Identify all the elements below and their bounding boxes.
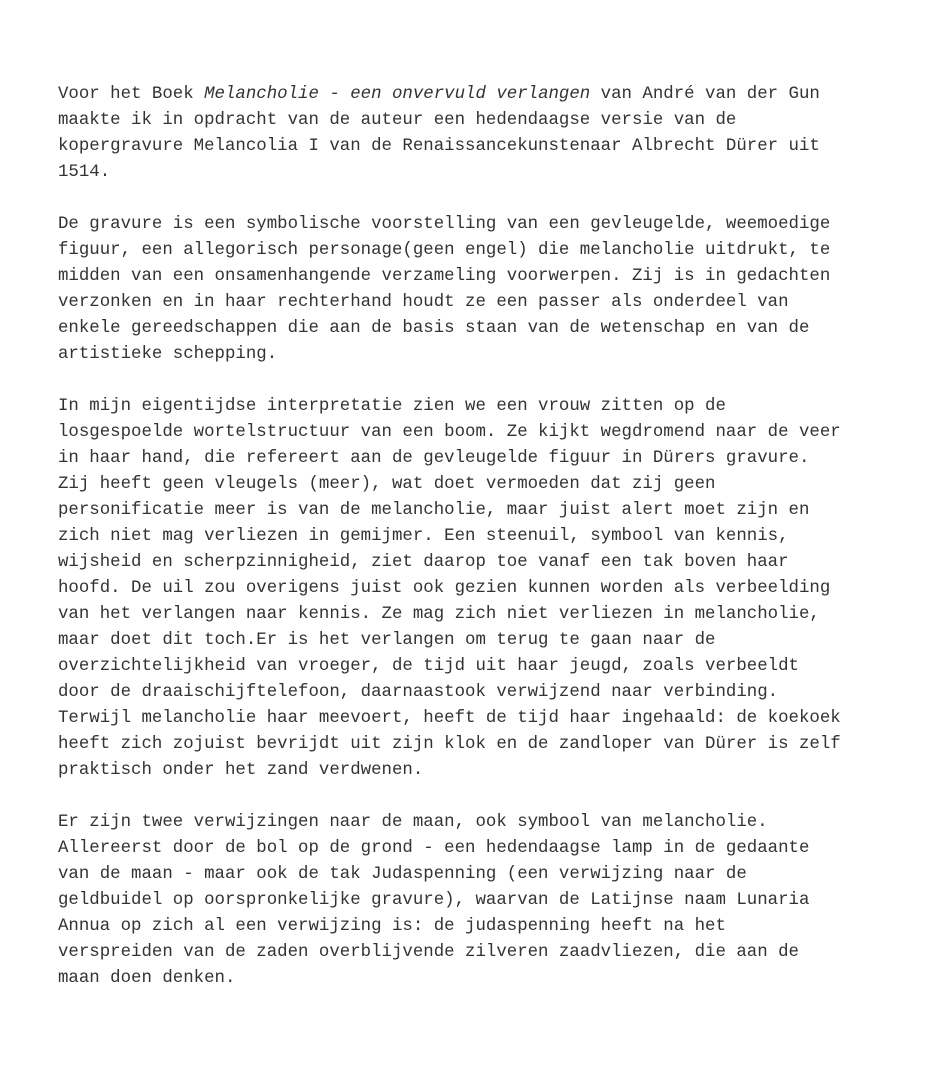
intro-lead-text: Voor het Boek <box>58 85 205 104</box>
book-title: Melancholie - een onvervuld verlangen <box>204 85 591 104</box>
paragraph-moon: Er zijn twee verwijzingen naar de maan, ook symbool van melancholie. Allereerst door de bol op de grond - een hedendaagse lamp in de gedaante van de maan - maar ook de tak Judaspenning (een verwijzing naar de geldbuidel op oorspronkelijke gravure), waarvan de Latijnse naam Lunaria Annua op zich al een verwijzing is: de judaspenning heeft na het verspreiden van de zaden overblijvende zilveren zaadvliezen, die aan de maan doen denken. <box>58 813 810 988</box>
paragraph-intro <box>58 82 938 186</box>
article-body <box>58 82 938 1018</box>
paragraph-interpretation: In mijn eigentijdse interpretatie zien we een vrouw zitten op de losgespoelde wortelstructuur van een boom. Ze kijkt wegdromend naar de veer in haar hand, die refereert aan de gevleugelde figuur in Dürers gravure. Zij heeft geen vleugels (meer), wat doet vermoeden dat zij geen personificatie meer is van de melancholie, maar juist alert moet zijn en zich niet mag verliezen in gemijmer. Een steenuil, symbool van kennis, wijsheid en scherpzinnigheid, ziet daarop toe vanaf een tak boven haar hoofd. De uil zou overigens juist ook gezien kunnen worden als verbeelding van het verlangen naar kennis. Ze mag zich niet verliezen in melancholie, maar doet dit toch.Er is het verlangen om terug te gaan naar de overzichtelijkheid van vroeger, de tijd uit haar jeugd, zoals verbeeldt door de draaischijftelefoon, daarnaastook verwijzend naar verbinding. Terwijl melancholie haar meevoert, heeft de tijd haar ingehaald: de koekoek heeft zich zojuist bevrijdt uit zijn klok en de zandloper van Dürer is zelf praktisch onder het zand verdwenen. <box>58 397 841 780</box>
paragraph-engraving: De gravure is een symbolische voorstelling van een gevleugelde, weemoedige figuur, een allegorisch personage(geen engel) die melancholie uitdrukt, te midden van een onsamenhangende verzameling voorwerpen. Zij is in gedachten verzonken en in haar rechterhand houdt ze een passer als onderdeel van enkele gereedschappen die aan de basis staan van de wetenschap en van de artistieke schepping. <box>58 215 831 364</box>
intro-rest-text: van André van der Gun maakte ik in opdracht van de auteur een hedendaagse versie van de kopergravure Melancolia I van de Renaissancekunstenaar Albrecht Dürer uit 1514. <box>58 85 820 182</box>
